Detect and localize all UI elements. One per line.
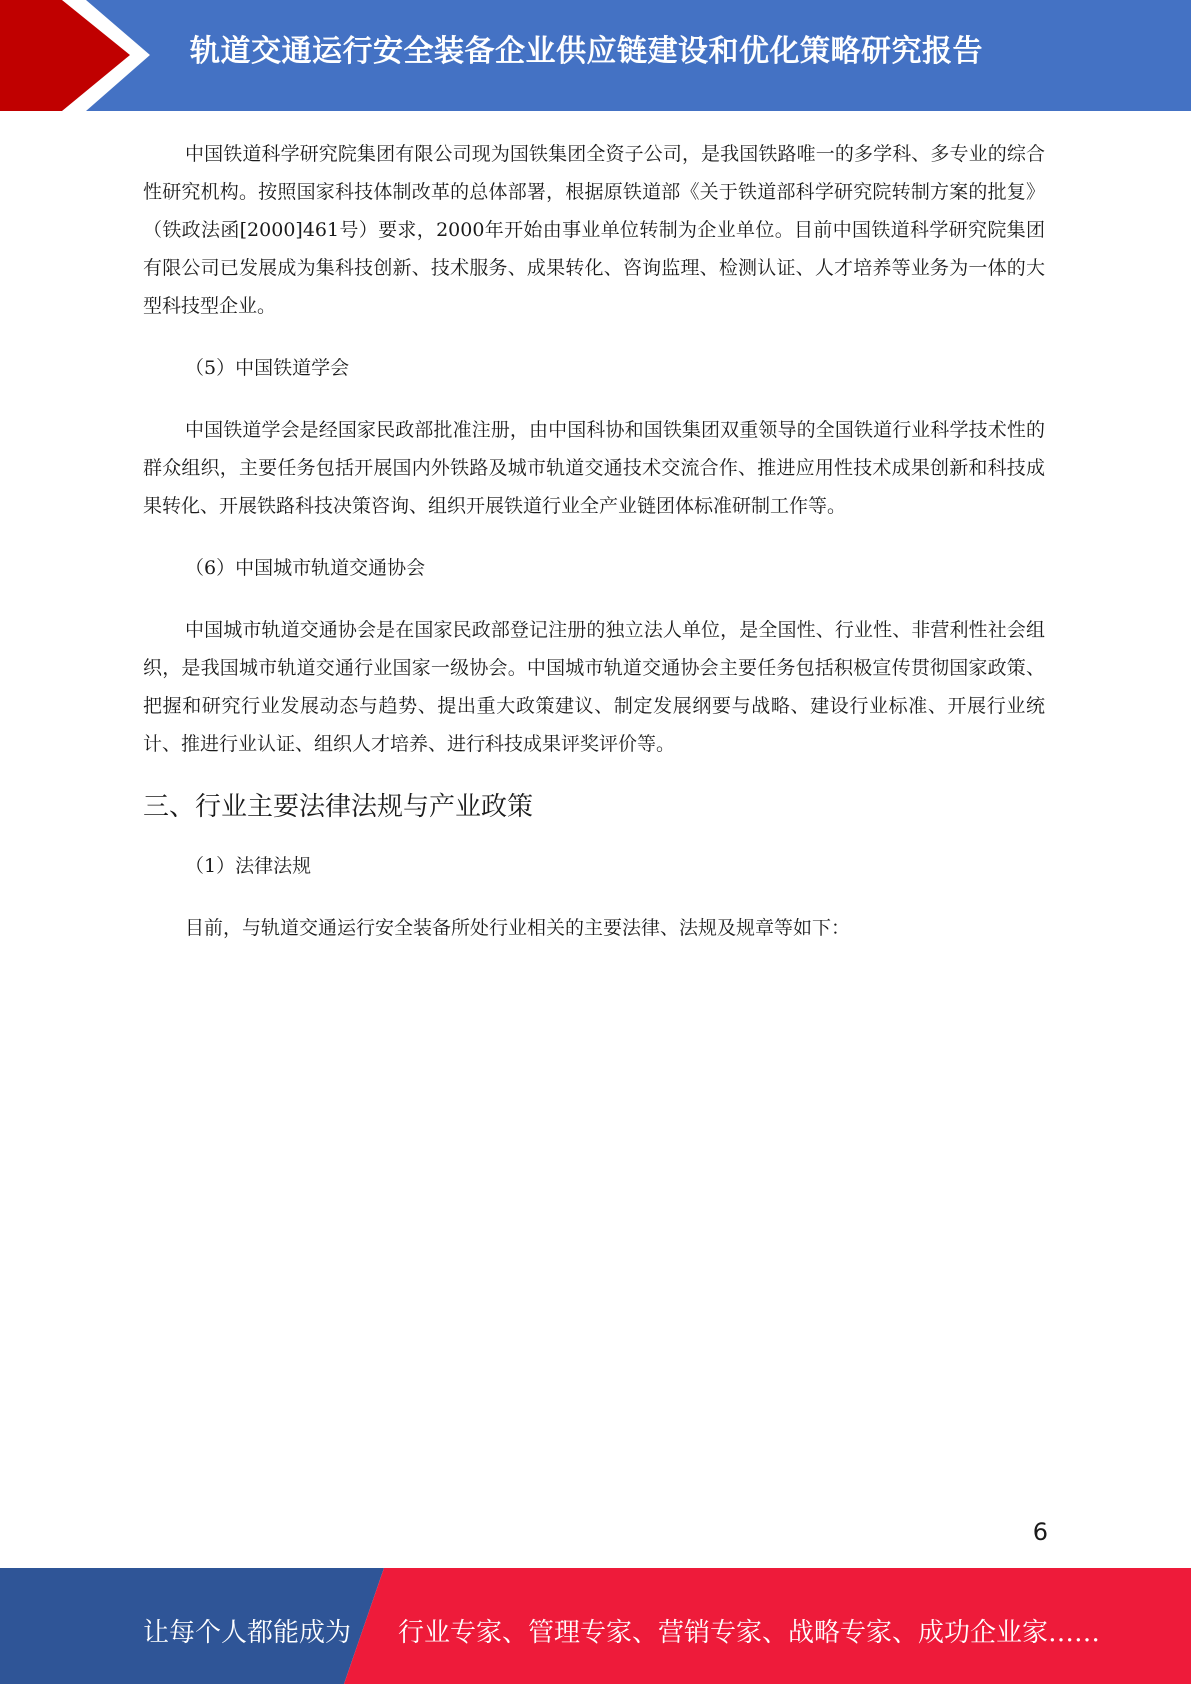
subheading-laws: （1）法律法规 [185,855,312,877]
footer-slogan-left: 让每个人都能成为 [143,1618,352,1648]
page-content [143,135,1045,971]
subheading-urban-rail-association: （6）中国城市轨道交通协会 [185,557,426,579]
paragraph-urban-rail-association: 中国城市轨道交通协会是在国家民政部登记注册的独立法人单位，是全国性、行业性、非营利性社会组织，是我国城市轨道交通行业国家一级协会。中国城市轨道交通协会主要任务包括积极宣传贯彻国家政策、把握和研究行业发展动态与趋势、提出重大政策建议、制定发展纲要与战略、建设行业标准、开展行业统计、推进行业认证、组织人才培养、进行科技成果评奖评价等。 [143,619,1045,755]
page-number: 6 [1032,1518,1048,1546]
page-footer [0,1568,1191,1684]
footer-slogan-right: 行业专家、管理专家、营销专家、战略专家、成功企业家…… [398,1618,1101,1648]
paragraph-laws-intro: 目前，与轨道交通运行安全装备所处行业相关的主要法律、法规及规章等如下： [185,917,851,939]
page-header [0,0,1191,111]
paragraph-cars-intro: 中国铁道科学研究院集团有限公司现为国铁集团全资子公司，是我国铁路唯一的多学科、多专业的综合性研究机构。按照国家科技体制改革的总体部署，根据原铁道部《关于铁道部科学研究院转制方案的批复》（铁政法函[2000]461号）要求，2000年开始由事业单位转制为企业单位。目前中国铁道科学研究院集团有限公司已发展成为集科技创新、技术服务、成果转化、咨询监理、检测认证、人才培养等业务为一体的大型科技型企业。 [143,143,1045,317]
header-chevron-icon [0,0,160,111]
section-title-laws-policies: 三、行业主要法律法规与产业政策 [143,792,534,822]
paragraph-railway-society: 中国铁道学会是经国家民政部批准注册，由中国科协和国铁集团双重领导的全国铁道行业科学技术性的群众组织，主要任务包括开展国内外铁路及城市轨道交通技术交流合作、推进应用性技术成果创新和科技成果转化、开展铁路科技决策咨询、组织开展铁道行业全产业链团体标准研制工作等。 [143,419,1045,517]
report-title: 轨道交通运行安全装备企业供应链建设和优化策略研究报告 [190,34,983,69]
subheading-railway-society: （5）中国铁道学会 [185,357,350,379]
